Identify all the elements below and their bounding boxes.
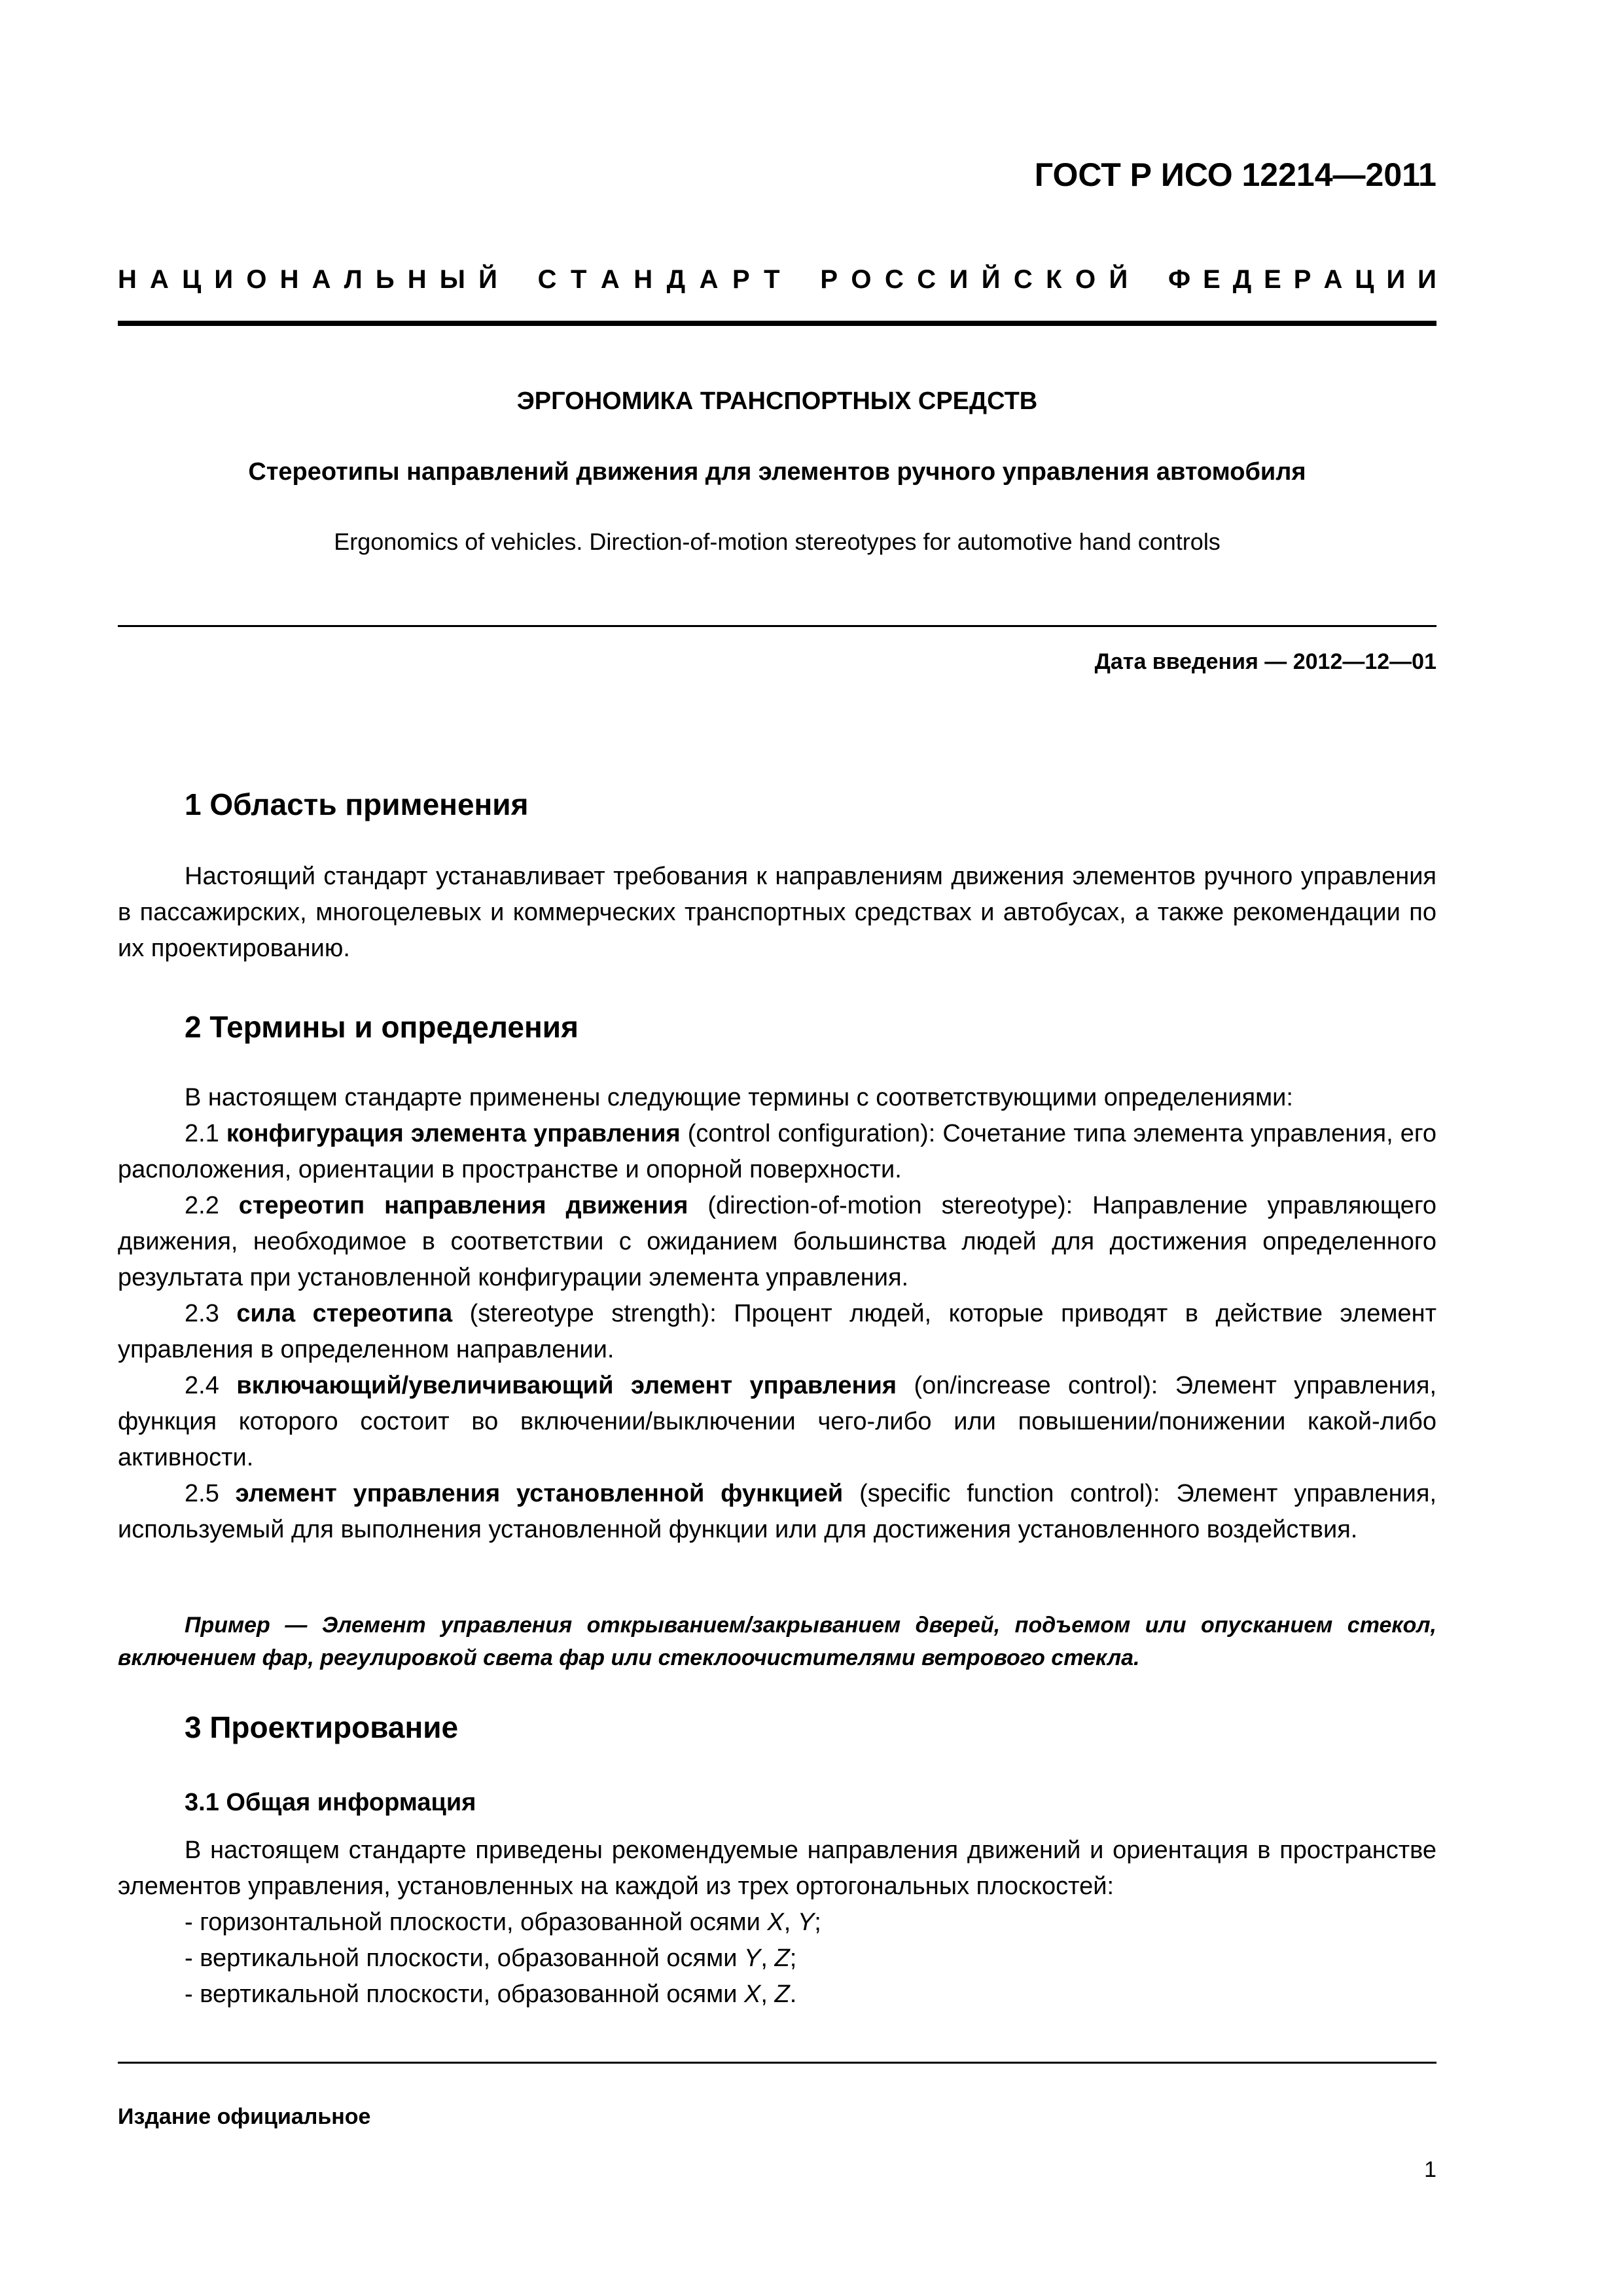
plane-text: - вертикальной плоскости, образованной осями [185, 1945, 745, 1972]
banner-letter: Д [666, 265, 686, 294]
term-definition: (stereotype strength): Процент людей, которые приводят в действие элемент управления в определенном направлении. [118, 1300, 1436, 1363]
banner-letter: Ы [439, 265, 465, 294]
banner-word-standard [538, 265, 780, 295]
term-number: 2.5 [185, 1480, 219, 1507]
term-name: стереотип направления движения [238, 1192, 688, 1219]
banner-letter: Ц [182, 265, 202, 294]
banner-letter: О [851, 265, 872, 294]
banner-letter: А [150, 265, 169, 294]
banner-letter: И [214, 265, 234, 294]
list-item [185, 1941, 1436, 1977]
banner-letter: С [537, 265, 557, 294]
section-3-heading: 3 Проектирование [185, 1710, 459, 1744]
axis-label: Y [797, 1909, 815, 1936]
list-item [185, 1905, 1436, 1941]
banner-word-federation [1168, 265, 1436, 295]
document-title: ЭРГОНОМИКА ТРАНСПОРТНЫХ СРЕДСТВ [516, 387, 1038, 415]
separator: , [760, 1945, 775, 1972]
term-2-4 [118, 1368, 1436, 1476]
footer-rule [118, 2062, 1436, 2064]
term-2-1 [118, 1116, 1436, 1188]
axis-label: Z [774, 1945, 790, 1972]
banner-letter: Т [764, 265, 780, 294]
banner-letter: Р [1293, 265, 1311, 294]
document-subtitle: Стереотипы направлений движения для элементов ручного управления автомобиля [248, 458, 1306, 486]
term-2-3 [118, 1296, 1436, 1368]
introduction-date: Дата введения — 2012—12—01 [1094, 649, 1436, 674]
banner-letter: Е [1203, 265, 1221, 294]
punctuation: . [789, 1981, 797, 2008]
banner-letter: И [1386, 265, 1406, 294]
banner-letter: Й [478, 265, 497, 294]
term-definition: (control configuration): Сочетание типа элемента управления, его расположения, ориентации в пространстве и опорной поверхности. [118, 1120, 1436, 1183]
banner-letter: А [600, 265, 620, 294]
section-1-text: Настоящий стандарт устанавливает требования к направлениям движения элементов ручного управления в пассажирских, многоцелевых и коммерческих транспортных средствах и автобусах, а также рекомендации по их проектированию. [118, 863, 1436, 962]
term-number: 2.2 [185, 1192, 219, 1219]
term-definition: (on/increase control): Элемент управления, функция которого состоит во включении/выключении чего-либо или повышении/понижении какой-либо активности. [118, 1372, 1436, 1471]
punctuation: ; [814, 1909, 821, 1936]
banner-letter: Л [344, 265, 363, 294]
banner-letter: Й [1109, 265, 1128, 294]
banner-letter: Ц [1355, 265, 1374, 294]
term-2-5 [118, 1476, 1436, 1548]
term-definition: (direction-of-motion stereotype): Направление управляющего движения, необходимое в соответствии с ожиданием большинства людей для достижения определенного результата при установленной конфигурации элемента управления. [118, 1192, 1436, 1291]
banner-letter: Ь [375, 265, 395, 294]
banner-letter: Н [407, 265, 427, 294]
banner-word-national [118, 265, 497, 295]
term-2-2 [118, 1188, 1436, 1296]
subsection-3-1-heading: 3.1 Общая информация [185, 1789, 476, 1816]
banner-letter: Е [1264, 265, 1281, 294]
section-1-heading: 1 Область применения [185, 787, 529, 821]
plane-text: - вертикальной плоскости, образованной осями [185, 1981, 745, 2008]
term-number: 2.1 [185, 1120, 219, 1147]
section-2-heading: 2 Термины и определения [185, 1010, 579, 1044]
term-name: конфигурация элемента управления [226, 1120, 681, 1147]
term-name: элемент управления установленной функцией [235, 1480, 844, 1507]
axis-label: Y [744, 1945, 761, 1972]
banner-letter: Т [571, 265, 587, 294]
national-standard-banner [118, 265, 1436, 295]
banner-letter: Р [820, 265, 838, 294]
term-number: 2.3 [185, 1300, 219, 1327]
term-name: сила стереотипа [236, 1300, 453, 1327]
definition-example: Пример — Элемент управления открыванием/закрыванием дверей, подъемом или опусканием стекол, включением фар, регулировкой света фар или стеклоочистителями ветрового стекла. [118, 1613, 1436, 1670]
punctuation: ; [789, 1945, 797, 1972]
section-3-text: В настоящем стандарте приведены рекомендуемые направления движений и ориентация в пространстве элементов управления, установленных на каждой из трех ортогональных плоскостей: [118, 1837, 1436, 1900]
term-number: 2.4 [185, 1372, 219, 1399]
axis-label: Z [774, 1981, 790, 2008]
banner-letter: С [884, 265, 904, 294]
banner-letter: Р [732, 265, 750, 294]
banner-letter: И [1418, 265, 1436, 294]
plane-text: - горизонтальной плоскости, образованной осями [185, 1909, 768, 1936]
banner-letter: Н [118, 265, 137, 294]
term-definition: (specific function control): Элемент управления, используемый для выполнения установленной функции или для достижения установленного воздействия. [118, 1480, 1437, 1543]
banner-letter: А [312, 265, 331, 294]
official-edition-label: Издание официальное [118, 2104, 371, 2129]
banner-letter: О [246, 265, 267, 294]
title-rule [118, 625, 1436, 627]
header-rule [118, 321, 1436, 326]
banner-letter: С [917, 265, 936, 294]
banner-letter: Й [981, 265, 1001, 294]
separator: , [760, 1981, 775, 2008]
axis-label: X [767, 1909, 784, 1936]
planes-list [185, 1905, 1436, 2013]
banner-letter: И [949, 265, 969, 294]
banner-word-russian [820, 265, 1128, 295]
banner-letter: К [1046, 265, 1062, 294]
english-title: Ergonomics of vehicles. Direction-of-motion stereotypes for automotive hand controls [334, 528, 1221, 555]
term-name: включающий/увеличивающий элемент управления [236, 1372, 897, 1399]
banner-letter: А [1323, 265, 1343, 294]
separator: , [783, 1909, 798, 1936]
list-item [185, 1977, 1436, 2013]
banner-letter: С [1013, 265, 1033, 294]
page-number: 1 [1424, 2157, 1436, 2182]
section-2-intro [118, 1080, 1436, 1548]
document-code: ГОСТ Р ИСО 12214—2011 [1034, 156, 1436, 193]
banner-letter: А [699, 265, 719, 294]
banner-letter: О [1075, 265, 1096, 294]
banner-letter: Д [1232, 265, 1252, 294]
section-2-intro-text: В настоящем стандарте применены следующие термины с соответствующими определениями: [185, 1084, 1293, 1111]
axis-label: X [744, 1981, 761, 2008]
banner-letter: Н [633, 265, 653, 294]
banner-letter: Н [279, 265, 299, 294]
banner-letter: Ф [1168, 265, 1191, 294]
